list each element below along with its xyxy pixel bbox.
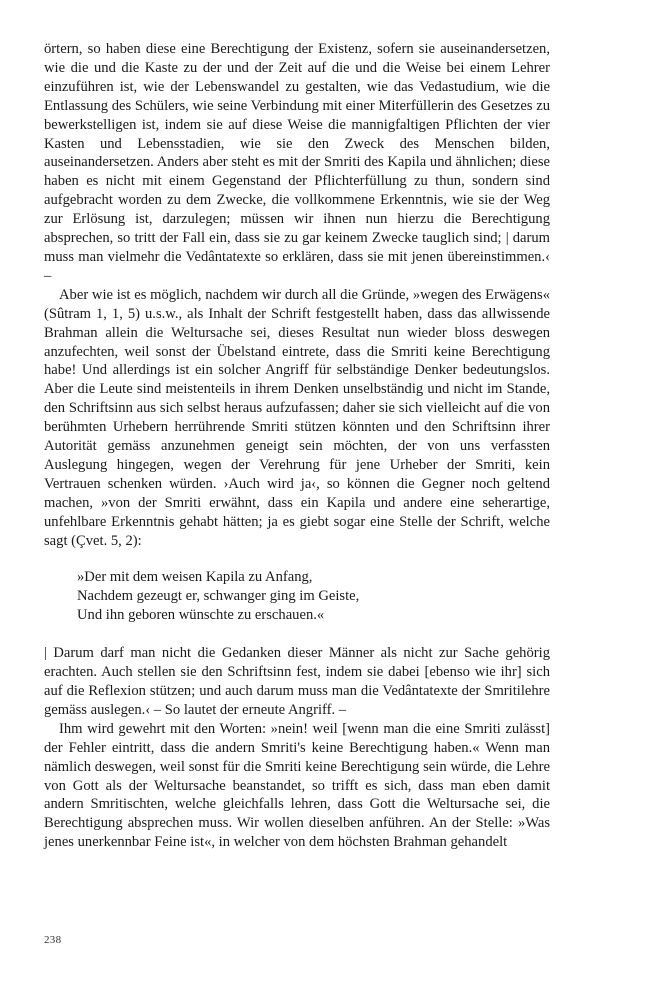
- verse-line-3: Und ihn geboren wünschte zu erschauen.«: [77, 607, 325, 624]
- paragraph-after-quote: | Darum darf man nicht die Gedanken dieser Männer als nicht zur Sache gehörig erachten. Auch stellen sie den Schriftsinn fest, indem sie dabei [ebenso wie ihr] sich auf die Reflexion stützen; und auch darum muss man die Vedântatexte der Smritilehre gemäss auslegen.‹ – So lautet der erneute Angriff. –: [44, 645, 550, 718]
- verse-line-1: »Der mit dem weisen Kapila zu Anfang,: [77, 569, 313, 586]
- verse-quote: [77, 568, 550, 625]
- page-number: 238: [44, 934, 62, 946]
- paragraph-objection: Aber wie ist es möglich, nachdem wir durch all die Gründe, »wegen des Erwägens« (Sûtram 1, 1, 5) u.s.w., als Inhalt der Schrift festgestellt haben, dass das allwissende Brahman allein die Weltursache sei, dieses Resultat nun wieder bloss deswegen anzufechten, weil sonst der Übelstand eintrete, dass die Smriti keine Berechtigung habe! Und allerdings ist ein solcher Angriff für selbständige Denker bedeutungslos. Aber die Leute sind meistenteils in ihrem Denken unselbständig und nicht im Stande, den Schriftsinn aus sich selbst heraus aufzufassen; daher sie sich vielleicht auf die von berühmten Urhebern herrührende Smriti stützen könnten und den Schriftsinn ihrer Autorität gemäss anzunehmen geneigt sein möchten, der von uns verfassten Auslegung hingegen, wegen der Verehrung für jene Urheber der Smriti, kein Vertrauen schenken würden. ›Auch wird ja‹, so können die Gegner noch geltend machen, »von der Smriti erwähnt, dass ein Kapila und andere eine seherartige, unfehlbare Erkenntnis gehabt hätten; ja es giebt sogar eine Stelle der Schrift, welche sagt (Çvet. 5, 2):: [44, 286, 550, 549]
- paragraph-reply: Ihm wird gewehrt mit den Worten: »nein! weil [wenn man die eine Smriti zulässt] der Fehler eintritt, dass die andern Smriti's keine Berechtigung haben.« Wenn man nämlich deswegen, weil sonst für die Smriti keine Berechtigung sein würde, die Lehre von Gott als der Weltursache beanstandet, so trifft es sich, dass man eben damit andern Smritischten, welche gleichfalls lehren, dass Gott die Weltursache sei, die Berechtigung absprechen muss. Wir wollen dieselben anführen. An der Stelle: »Was jenes unerkennbar Feine ist«, in welcher von dem höchsten Brahman gehandelt: [44, 720, 550, 851]
- paragraph-continuation: örtern, so haben diese eine Berechtigung der Existenz, sofern sie auseinandersetzen, wie die und die Kaste zu der und der Zeit auf die und die Weise bei einem Lehrer einzuführen ist, wie der Lebenswandel zu gestalten, wie das Vedastudium, wie die Entlassung des Schülers, wie seine Verbindung mit einer Miterfüllerin des Gesetzes zu bewerkstelligen ist, indem sie auf diese Weise die mannigfaltigen Pflichten der vier Kasten und Lebensstadien, wie sie den Zweck des Menschen bilden, auseinandersetzen. Anders aber steht es mit der Smriti des Kapila und ähnlichen; diese haben es nicht mit einem Gegenstand der Pflichterfüllung zu thun, sondern sind aufgebracht worden zu dem Zwecke, die vollkommene Erkenntnis, wie sie der Weg zur Erlösung ist, darzulegen; müssen wir ihnen nun hierzu die Berechtigung absprechen, so tritt der Fall ein, dass sie zu gar keinem Zwecke tauglich sind; | darum muss man vielmehr die Vedântatexte so erklären, dass sie mit jenen übereinstimmen.‹ –: [44, 41, 550, 284]
- document-page: [44, 40, 550, 950]
- verse-line-2: Nachdem gezeugt er, schwanger ging im Geiste,: [77, 588, 360, 605]
